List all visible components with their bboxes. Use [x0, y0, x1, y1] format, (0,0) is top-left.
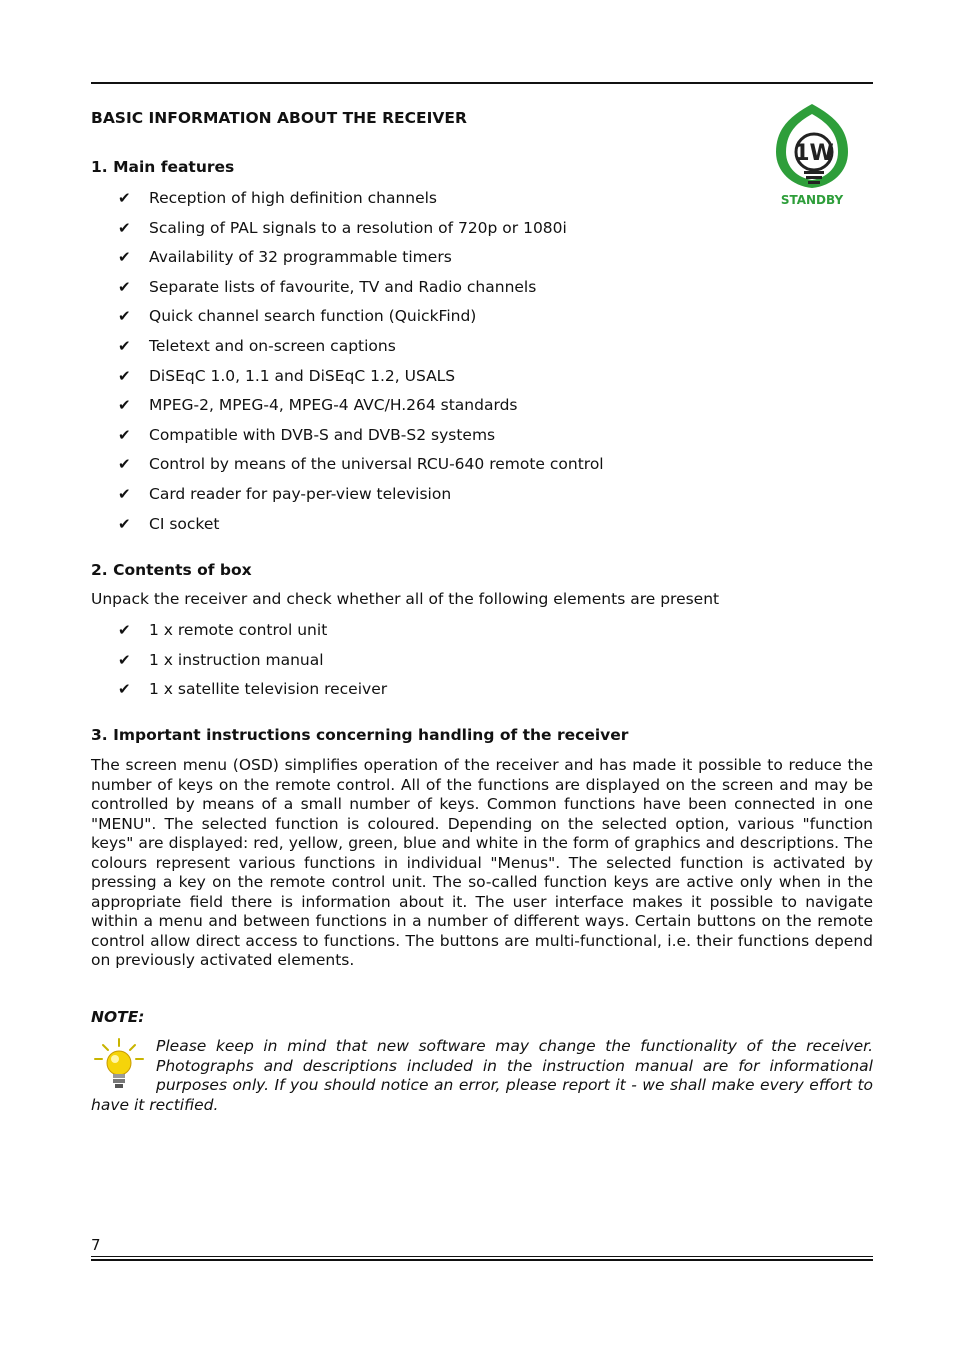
list-item: ✔ MPEG-2, MPEG-4, MPEG-4 AVC/H.264 standards: [118, 396, 518, 415]
section1-title: 1. Main features: [91, 158, 235, 176]
bottom-rule-thick: [91, 1259, 873, 1261]
note-block: [91, 1037, 873, 1115]
box-contents-list: [118, 620, 387, 709]
logo-power-label: 1W: [794, 141, 834, 166]
list-item: ✔ Compatible with DVB-S and DVB-S2 systems: [118, 425, 496, 444]
checkmark-icon: ✔: [118, 248, 131, 267]
checkmark-icon: ✔: [118, 680, 131, 699]
page-heading: BASIC INFORMATION ABOUT THE RECEIVER: [91, 109, 467, 127]
section3-title: 3. Important instructions concerning handling of the receiver: [91, 726, 629, 744]
list-item: ✔ Availability of 32 programmable timers: [118, 248, 452, 267]
list-item: ✔ Control by means of the universal RCU-640 remote control: [118, 455, 604, 474]
list-item: ✔ Scaling of PAL signals to a resolution of 720p or 1080i: [118, 218, 567, 237]
section3-body: The screen menu (OSD) simplifies operation of the receiver and has made it possible to reduce the number of keys on the remote control. All of the functions are displayed on the screen and may be controlled by means of a small number of keys. Common functions have been connected in one "MENU". The selected function is coloured. Depending on the selected option, various "function keys" are displayed: red, yellow, green, blue and white in the form of graphics and descriptions. The colours represent various functions in individual "Menus". The selected function is activated by pressing a key on the remote control unit. The so-called function keys are active only when in the appropriate field there is information about it. The user interface makes it possible to navigate within a menu and between functions in a number of different ways. Certain buttons on the remote control allow direct access to functions. The buttons are multi-functional, i.e. their functions depend on previously activated elements.: [91, 756, 873, 969]
logo-standby-label: STANDBY: [780, 193, 844, 207]
list-item: ✔ Separate lists of favourite, TV and Radio channels: [118, 277, 537, 296]
checkmark-icon: ✔: [118, 514, 131, 533]
list-item: ✔ Card reader for pay-per-view television: [118, 484, 452, 503]
checkmark-icon: ✔: [118, 218, 131, 237]
section2-title: 2. Contents of box: [91, 561, 252, 579]
checkmark-icon: ✔: [118, 455, 131, 474]
checkmark-icon: ✔: [118, 650, 131, 669]
list-item: ✔ CI socket: [118, 514, 220, 533]
list-item: ✔ Teletext and on-screen captions: [118, 336, 396, 355]
checkmark-icon: ✔: [118, 366, 131, 385]
checkmark-icon: ✔: [118, 484, 131, 503]
checkmark-icon: ✔: [118, 621, 131, 639]
list-item: ✔ Quick channel search function (QuickFind): [118, 307, 477, 326]
checkmark-icon: ✔: [118, 425, 131, 444]
features-list: [118, 188, 604, 543]
list-item: ✔ 1 x instruction manual: [118, 650, 324, 669]
checkmark-icon: ✔: [118, 307, 131, 326]
standby-1w-logo: [764, 100, 860, 210]
top-rule: [91, 82, 873, 84]
list-item: ✔ 1 x remote control unit: [118, 621, 328, 639]
section2-intro: Unpack the receiver and check whether all of the following elements are present: [91, 590, 720, 608]
checkmark-icon: ✔: [118, 396, 131, 415]
checkmark-icon: ✔: [118, 189, 131, 207]
lightbulb-icon: [91, 1037, 151, 1095]
list-item: ✔ 1 x satellite television receiver: [118, 680, 388, 699]
list-item: ✔ DiSEqC 1.0, 1.1 and DiSEqC 1.2, USALS: [118, 366, 456, 385]
checkmark-icon: ✔: [118, 277, 131, 296]
page-number: 7: [91, 1236, 101, 1254]
checkmark-icon: ✔: [118, 336, 131, 355]
list-item: ✔ Reception of high definition channels: [118, 189, 438, 207]
bottom-rule-thin: [91, 1256, 873, 1257]
note-title: NOTE:: [91, 1008, 145, 1026]
note-body: Please keep in mind that new software may change the functionality of the receiver. Photographs and descriptions included in the instruction manual are for informational purposes only. If you should notice an error, please report it - we shall make every effort to have it rectified.: [91, 1037, 873, 1114]
